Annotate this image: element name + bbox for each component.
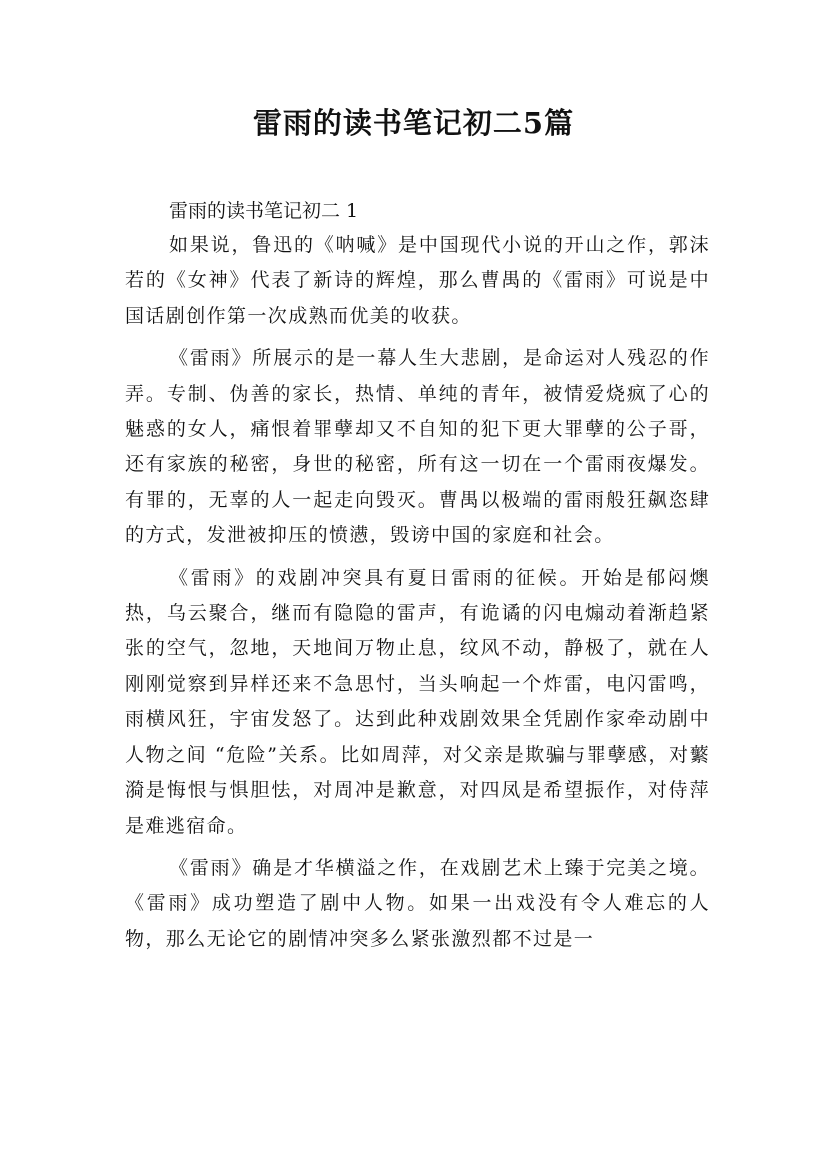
paragraph-2: 《雷雨》所展示的是一幕人生大悲剧，是命运对人残忍的作弄。专制、伪善的家长，热情、单纯的青年，被情爱烧疯了心的魅惑的女人，痛恨着罪孽却又不自知的犯下更大罪孽的公子哥，还有家族的秘密，身世的秘密，所有这一切在一个雷雨夜爆发。有罪的，无辜的人一起走向毁灭。曹禺以极端的雷雨般狂飙恣肆的方式，发泄被抑压的愤懑，毁谤中国的家庭和社会。 xyxy=(125,347,710,547)
paragraph-1: 如果说，鲁迅的《呐喊》是中国现代小说的开山之作，郭沫若的《女神》代表了新诗的辉煌，那么曹禺的《雷雨》可说是中国话剧创作第一次成熟而优美的收获。 xyxy=(125,234,710,327)
document-body xyxy=(125,228,710,964)
document-title: 雷雨的读书笔记初二5篇 xyxy=(252,106,575,140)
paragraph-3: 《雷雨》的戏剧冲突具有夏日雷雨的征候。开始是郁闷燠热，乌云聚合，继而有隐隐的雷声，有诡谲的闪电煽动着渐趋紧张的空气，忽地，天地间万物止息，纹风不动，静极了，就在人刚刚觉察到异样还来不急思忖，当头响起一个炸雷，电闪雷鸣，雨横风狂，宇宙发怒了。达到此种戏剧效果全凭剧作家牵动剧中人物之间 “危险”关系。比如周萍，对父亲是欺骗与罪孽感，对蘩漪是悔恨与惧胆怯，对周冲是歉意，对四凤是希望振作，对侍萍是难逃宿命。 xyxy=(125,566,710,837)
section-heading: 雷雨的读书笔记初二 1 xyxy=(169,200,359,222)
paragraph-4: 《雷雨》确是才华横溢之作，在戏剧艺术上臻于完美之境。《雷雨》成功塑造了剧中人物。如果一出戏没有令人难忘的人物，那么无论它的剧情冲突多么紧张激烈都不过是一 xyxy=(125,856,710,950)
